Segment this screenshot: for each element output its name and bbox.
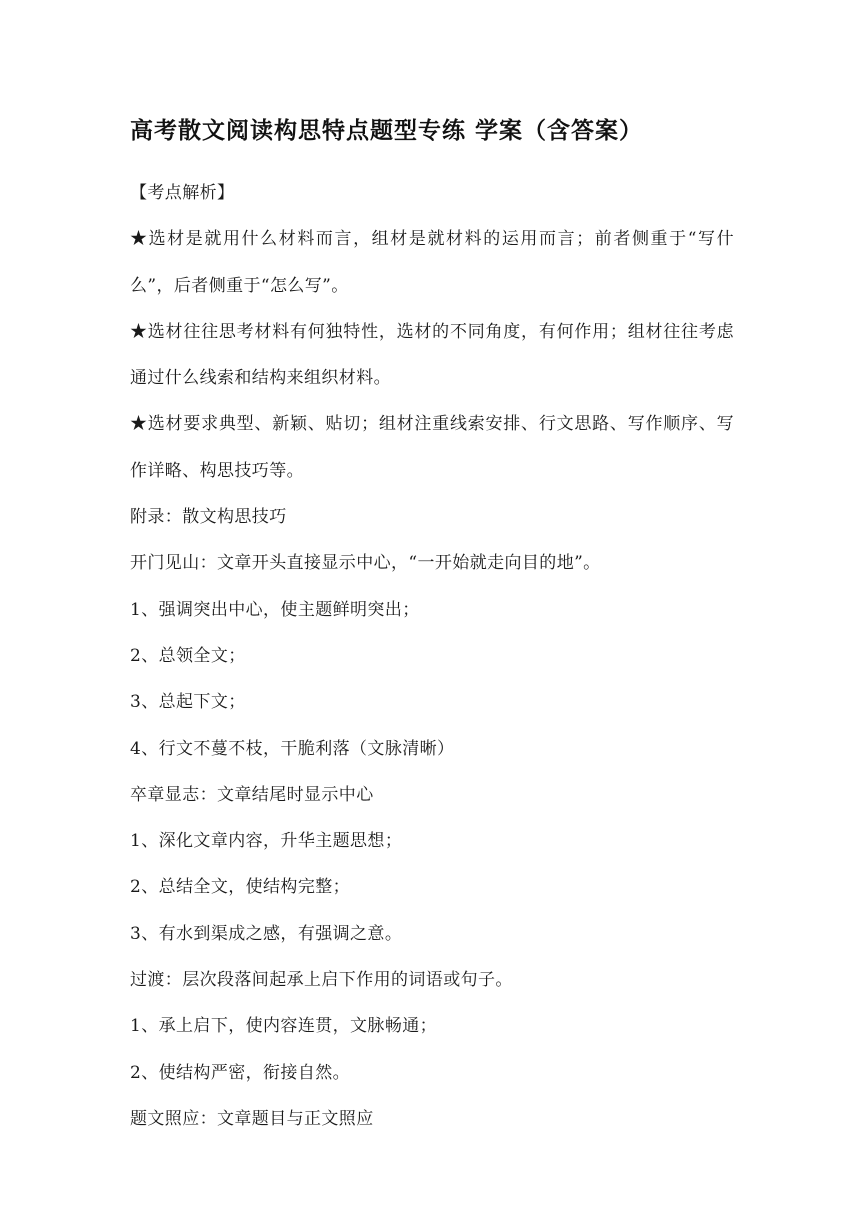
document-title: 高考散文阅读构思特点题型专练 学案（含答案） [130, 118, 644, 144]
list-item: 3、有水到渠成之感，有强调之意。 [130, 923, 403, 944]
list-item: 2、总结全文，使结构完整； [130, 877, 351, 898]
list-item: 1、强调突出中心，使主题鲜明突出； [130, 599, 420, 620]
paragraph: ★选材要求典型、新颖、贴切；组材注重线索安排、行文思路、写作顺序、写作详略、构思技巧等。 [130, 414, 734, 481]
list-item: 2、总领全文； [130, 645, 246, 666]
paragraph: ★选材往往思考材料有何独特性，选材的不同角度，有何作用；组材往往考虑通过什么线索和结构来组织材料。 [130, 321, 734, 389]
list-item: 2、使结构严密，衔接自然。 [130, 1062, 351, 1083]
paragraph: 开门见山：文章开头直接显示中心，“一开始就走向目的地”。 [130, 553, 601, 574]
list-item: 1、深化文章内容，升华主题思想； [130, 831, 403, 852]
list-item: 3、总起下文； [130, 692, 246, 713]
paragraph: ★选材是就用什么材料而言，组材是就材料的运用而言；前者侧重于“写什么”，后者侧重于“怎么写”。 [130, 229, 734, 296]
paragraph: 题文照应：文章题目与正文照应 [130, 1108, 374, 1129]
section-heading: 【考点解析】 [130, 183, 235, 203]
document-body [130, 170, 734, 1142]
list-item: 1、承上启下，使内容连贯，文脉畅通； [130, 1016, 438, 1037]
list-item: 4、行文不蔓不枝，干脆利落（文脉清晰） [130, 738, 455, 759]
section-heading: 附录：散文构思技巧 [130, 507, 287, 528]
paragraph: 卒章显志：文章结尾时显示中心 [130, 784, 374, 805]
paragraph: 过渡：层次段落间起承上启下作用的词语或句子。 [130, 970, 513, 991]
